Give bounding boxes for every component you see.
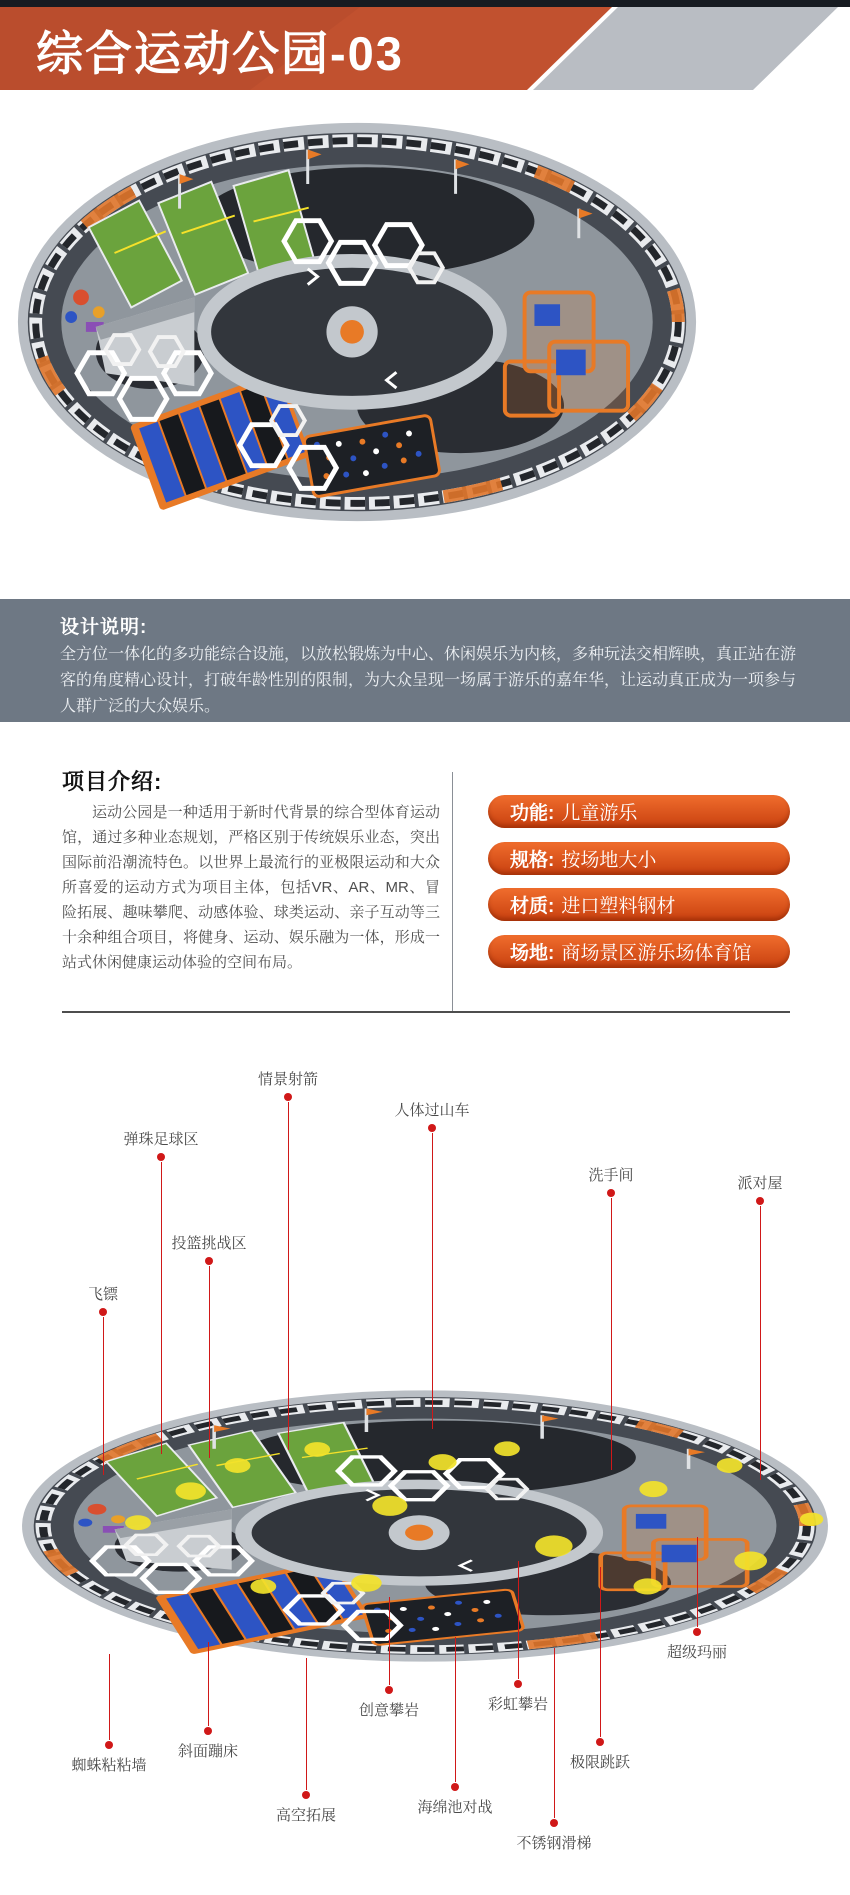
callout-label: 人体过山车	[394, 1102, 470, 1119]
callout-label: 弹珠足球区	[123, 1131, 199, 1148]
leader-dot	[756, 1197, 764, 1205]
page-title: 综合运动公园-03	[36, 27, 404, 80]
spec-value: 进口塑料钢材	[561, 896, 676, 917]
callout-label: 洗手间	[588, 1167, 634, 1184]
callout-label: 飞镖	[87, 1286, 119, 1303]
callout-label: 高空拓展	[275, 1807, 337, 1824]
arena-illustration-2	[15, 1385, 835, 1667]
callout-label: 投篮挑战区	[171, 1235, 247, 1252]
spec-label: 场地:	[510, 943, 555, 964]
leader-line	[109, 1654, 110, 1740]
leader-dot	[428, 1124, 436, 1132]
leader-dot	[205, 1257, 213, 1265]
leader-line	[288, 1102, 289, 1450]
leader-dot	[284, 1093, 292, 1101]
vertical-divider	[452, 772, 453, 1012]
leader-line	[103, 1317, 104, 1475]
leader-line	[600, 1567, 601, 1737]
callout-label: 蜘蛛粘粘墙	[71, 1757, 147, 1774]
leader-dot	[514, 1680, 522, 1688]
leader-dot	[302, 1791, 310, 1799]
leader-dot	[385, 1686, 393, 1694]
leader-dot	[204, 1727, 212, 1735]
leader-line	[306, 1658, 307, 1790]
spec-label: 功能:	[510, 803, 555, 824]
leader-dot	[607, 1189, 615, 1197]
callout-label: 派对屋	[737, 1175, 783, 1192]
leader-dot	[596, 1738, 604, 1746]
callout-label: 海绵池对战	[417, 1799, 493, 1816]
leader-dot	[105, 1741, 113, 1749]
leader-dot	[693, 1628, 701, 1636]
arena-illustration-1	[12, 110, 702, 534]
design-note-body: 全方位一体化的多功能综合设施，以放松锻炼为中心、休闲娱乐为内核，多种玩法交相辉映，真正站在游客的角度精心设计，打破年龄性别的限制，为大众呈现一场属于游乐的嘉年华，让运动真正成为一项参与人群广泛的大众娱乐。	[60, 646, 797, 715]
leader-dot	[157, 1153, 165, 1161]
callout-label: 不锈钢滑梯	[516, 1835, 592, 1852]
spec-value: 商场景区游乐场体育馆	[561, 943, 752, 964]
leader-line	[209, 1266, 210, 1458]
leader-dot	[99, 1308, 107, 1316]
leader-line	[611, 1198, 612, 1470]
leader-dot	[550, 1819, 558, 1827]
leader-dot	[451, 1783, 459, 1791]
header-top-strip	[0, 0, 850, 7]
leader-line	[161, 1162, 162, 1454]
intro-title: 项目介绍:	[62, 769, 163, 794]
spec-label: 材质:	[510, 896, 555, 917]
leader-line	[760, 1206, 761, 1480]
spec-value: 按场地大小	[561, 850, 657, 871]
callout-label: 斜面蹦床	[177, 1743, 239, 1760]
leader-line	[389, 1597, 390, 1685]
spec-value: 儿童游乐	[561, 803, 638, 824]
leader-line	[208, 1642, 209, 1726]
leader-line	[455, 1637, 456, 1782]
spec-badge-venue	[488, 935, 790, 968]
callout-label: 彩虹攀岩	[487, 1696, 549, 1713]
callout-label: 超级玛丽	[666, 1644, 728, 1661]
callout-label: 创意攀岩	[358, 1702, 420, 1719]
spec-badge-material	[488, 888, 790, 921]
horizontal-divider	[62, 1011, 790, 1013]
spec-badge-function	[488, 795, 790, 828]
design-note-title: 设计说明:	[60, 617, 148, 638]
callout-label: 情景射箭	[257, 1071, 319, 1088]
leader-line	[518, 1561, 519, 1679]
leader-line	[554, 1648, 555, 1818]
leader-line	[432, 1133, 433, 1429]
leader-line	[697, 1537, 698, 1627]
intro-body: 运动公园是一种适用于新时代背景的综合型体育运动馆，通过多种业态规划，严格区别于传统娱乐业态，突出国际前沿潮流特色。以世界上最流行的亚极限运动和大众所喜爱的运动方式为项目主体，包括VR、AR、MR、冒险拓展、趣味攀爬、动感体验、球类运动、亲子互动等三十余种组合项目，将健身、运动、娱乐融为一体，形成一站式休闲健康运动体验的空间布局。	[62, 804, 440, 971]
spec-label: 规格:	[510, 850, 555, 871]
spec-badge-size	[488, 842, 790, 875]
callout-label: 极限跳跃	[569, 1754, 631, 1771]
